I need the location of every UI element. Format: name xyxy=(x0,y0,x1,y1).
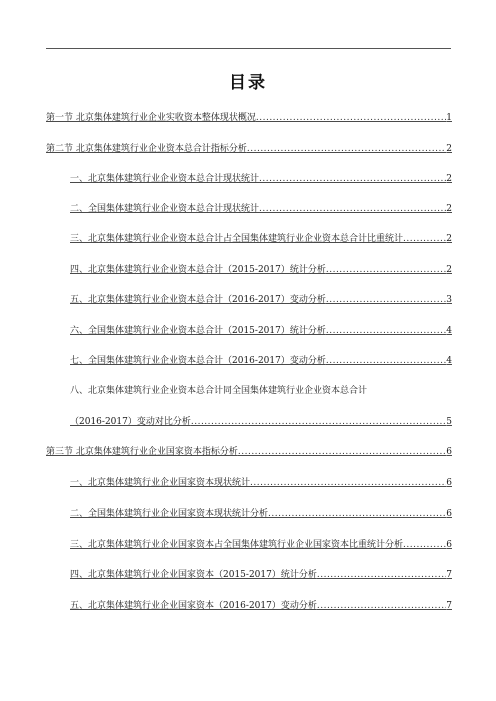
toc-page-number: 2 xyxy=(446,174,452,184)
leader-dots xyxy=(191,416,446,428)
toc-entry-text: 三、北京集体建筑行业企业资本总合计占全国集体建筑行业企业资本总合计比重统计 xyxy=(70,234,404,244)
toc-entry-section-1[interactable] xyxy=(46,112,452,124)
leader-dots xyxy=(259,173,446,185)
toc-entry-text: 五、北京集体建筑行业企业国家资本（2016-2017）变动分析 xyxy=(70,601,317,611)
toc-page-number: 3 xyxy=(446,295,452,305)
toc-entry-2-8-line2[interactable] xyxy=(70,416,452,428)
toc-entry-2-2[interactable] xyxy=(70,203,452,215)
toc-page-number: 2 xyxy=(446,234,452,244)
leader-dots xyxy=(317,600,446,612)
toc-entry-text: 二、全国集体建筑行业企业资本总合计现状统计 xyxy=(70,204,260,214)
toc-entry-text: 第三节 北京集体建筑行业企业国家资本指标分析 xyxy=(46,447,238,457)
leader-dots xyxy=(317,569,446,581)
toc-entry-2-8-line1[interactable] xyxy=(70,385,452,397)
toc-entry-2-6[interactable] xyxy=(70,325,452,337)
toc-page-number: 7 xyxy=(446,570,452,580)
toc-entry-text: 一、北京集体建筑行业企业国家资本现状统计 xyxy=(70,478,251,488)
leader-dots xyxy=(403,233,446,245)
leader-dots xyxy=(259,203,446,215)
toc-entry-section-3[interactable] xyxy=(46,446,452,458)
leader-dots xyxy=(238,446,446,458)
toc-page-number: 7 xyxy=(446,601,452,611)
leader-dots xyxy=(326,294,446,306)
toc-entry-text: 二、全国集体建筑行业企业国家资本现状统计分析 xyxy=(70,509,269,519)
leader-dots xyxy=(256,112,446,124)
toc-entry-3-3[interactable] xyxy=(70,539,452,551)
toc-entry-section-2[interactable] xyxy=(46,143,452,155)
toc-page-number: 6 xyxy=(446,478,452,488)
toc-entry-2-1[interactable] xyxy=(70,173,452,185)
leader-dots xyxy=(268,508,446,520)
toc-page-number: 6 xyxy=(446,509,452,519)
toc-entry-text: 八、北京集体建筑行业企业资本总合计同全国集体建筑行业企业资本总合计 xyxy=(70,386,368,396)
toc-entry-text: 四、北京集体建筑行业企业国家资本（2015-2017）统计分析 xyxy=(70,570,317,580)
toc-entry-3-1[interactable] xyxy=(70,477,452,489)
leader-dots xyxy=(250,477,446,489)
toc-entry-3-4[interactable] xyxy=(70,569,452,581)
toc-entry-3-2[interactable] xyxy=(70,508,452,520)
toc-page-number: 2 xyxy=(446,144,452,154)
toc-entry-text: 一、北京集体建筑行业企业资本总合计现状统计 xyxy=(70,174,260,184)
toc-entry-text: 七、全国集体建筑行业企业资本总合计（2016-2017）变动分析 xyxy=(70,356,326,366)
toc-entry-text: 第二节 北京集体建筑行业企业资本总合计指标分析 xyxy=(46,144,247,154)
toc-entry-text: 第一节 北京集体建筑行业企业实收资本整体现状概况 xyxy=(46,113,256,123)
leader-dots xyxy=(247,143,446,155)
toc-entry-text: 六、全国集体建筑行业企业资本总合计（2015-2017）统计分析 xyxy=(70,326,326,336)
toc-entry-text: 五、北京集体建筑行业企业资本总合计（2016-2017）变动分析 xyxy=(70,295,326,305)
header-rule xyxy=(46,48,451,49)
toc-entry-2-3[interactable] xyxy=(70,233,452,245)
toc-page-number: 1 xyxy=(446,113,452,123)
toc-entry-2-7[interactable] xyxy=(70,355,452,367)
toc-page-number: 6 xyxy=(446,447,452,457)
toc-page-number: 6 xyxy=(446,540,452,550)
toc-entry-text: 四、北京集体建筑行业企业资本总合计（2015-2017）统计分析 xyxy=(70,265,326,275)
toc-page-number: 2 xyxy=(446,265,452,275)
leader-dots xyxy=(326,264,446,276)
toc-entry-3-5[interactable] xyxy=(70,600,452,612)
toc-page-number: 5 xyxy=(446,417,452,427)
toc-page-number: 2 xyxy=(446,204,452,214)
leader-dots xyxy=(326,325,446,337)
leader-dots xyxy=(326,355,446,367)
leader-dots xyxy=(403,539,446,551)
toc-entry-2-5[interactable] xyxy=(70,294,452,306)
toc-page-number: 4 xyxy=(446,356,452,366)
toc-entry-text: （2016-2017）变动对比分析 xyxy=(70,417,191,427)
toc-entry-2-4[interactable] xyxy=(70,264,452,276)
toc-entry-text: 三、北京集体建筑行业企业国家资本占全国集体建筑行业企业国家资本比重统计分析 xyxy=(70,540,404,550)
toc-title: 目录 xyxy=(229,73,267,93)
toc-page-number: 4 xyxy=(446,326,452,336)
